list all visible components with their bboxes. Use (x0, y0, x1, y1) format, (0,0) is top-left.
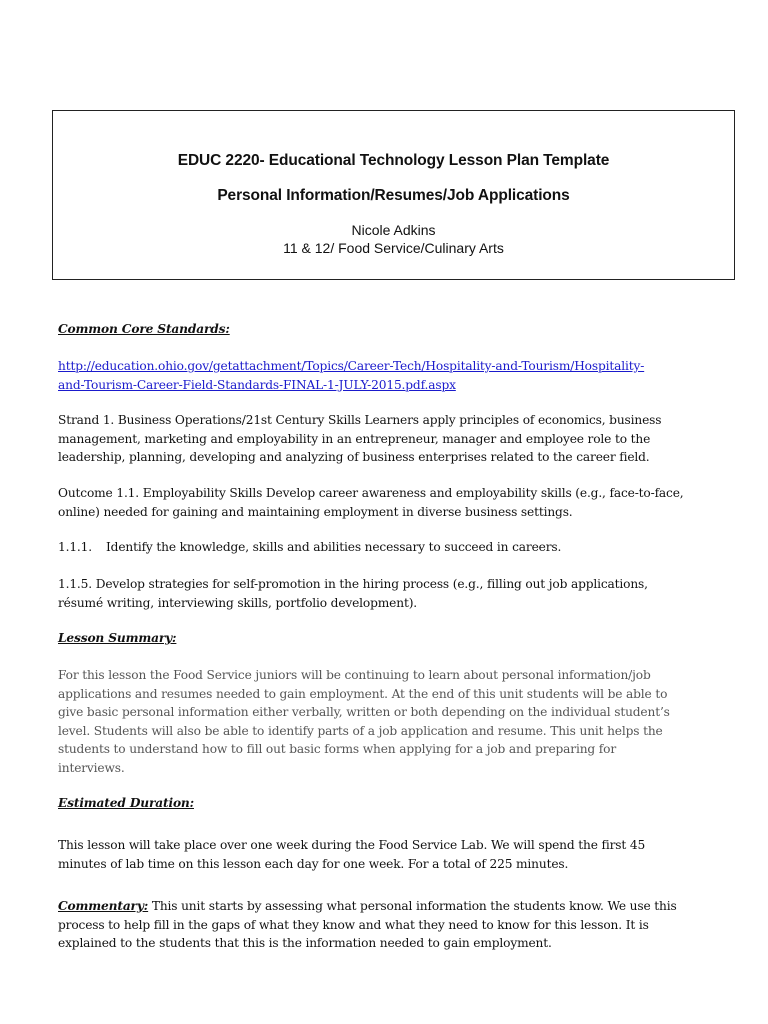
summary-line: level. Students will also be able to identify parts of a job application and resume. This unit helps the (58, 723, 663, 738)
outcome-line: Outcome 1.1. Employability Skills Develop career awareness and employability skills (e.g., face-to-face, (58, 486, 684, 500)
strand-line: leadership, planning, developing and analyzing of business enterprises related to the career field. (58, 450, 650, 464)
duration-section (58, 794, 718, 813)
author-name: Nicole Adkins (351, 222, 436, 238)
standards-link[interactable] (58, 357, 718, 394)
item-1-1-1 (58, 538, 718, 557)
lesson-summary-paragraph (58, 666, 718, 777)
duration-heading: Estimated Duration: (58, 796, 194, 810)
summary-line: give basic personal information either verbally, written or both depending on the individual student’s (58, 705, 670, 719)
commentary-line: process to help fill in the gaps of what they know and what they need to know for this lesson. It is (58, 917, 649, 932)
duration-line: minutes of lab time on this lesson each day for one week. For a total of 225 minutes. (58, 856, 569, 871)
commentary-line: This unit starts by assessing what personal information the students know. We use this (148, 899, 677, 913)
item-1-1-5 (58, 575, 718, 612)
lesson-summary-section (58, 629, 718, 648)
commentary-paragraph (58, 897, 718, 953)
summary-line: applications and resumes needed to gain employment. At the end of this unit students will be able to (58, 686, 668, 701)
item-line: 1.1.5. Develop strategies for self-promotion in the hiring process (e.g., filling out job applications, (58, 577, 648, 591)
summary-line: interviews. (58, 760, 125, 775)
outcome-line: online) needed for gaining and maintaining employment in diverse business settings. (58, 504, 573, 519)
item-text: Identify the knowledge, skills and abilities necessary to succeed in careers. (106, 540, 562, 554)
outcome-paragraph (58, 484, 718, 521)
duration-paragraph (58, 836, 718, 873)
standards-heading: Common Core Standards: (58, 322, 230, 336)
course-title: EDUC 2220- Educational Technology Lesson Plan Template (177, 152, 610, 169)
standards-section (58, 320, 718, 339)
strand-line: management, marketing and employability in an entrepreneur, manager and employee role to the (58, 431, 651, 446)
duration-line: This lesson will take place over one week during the Food Service Lab. We will spend the first 45 (58, 838, 646, 852)
summary-line: For this lesson the Food Service juniors will be continuing to learn about personal information/job (58, 668, 651, 682)
strand-paragraph (58, 411, 718, 467)
strand-line: Strand 1. Business Operations/21st Century Skills Learners apply principles of economics, business (58, 413, 662, 427)
item-number: 1.1.1. (58, 540, 92, 554)
commentary-line: explained to the students that this is the information needed to gain employment. (58, 936, 552, 950)
lesson-summary-heading: Lesson Summary: (58, 631, 177, 645)
standards-link-line1[interactable]: http://education.ohio.gov/getattachment/Topics/Career-Tech/Hospitality-and-Tourism/Hospitality- (58, 359, 645, 373)
lesson-topic: Personal Information/Resumes/Job Applications (217, 187, 570, 204)
class-info: 11 & 12/ Food Service/Culinary Arts (283, 240, 504, 256)
summary-line: students to understand how to fill out basic forms when applying for a job and preparing for (58, 742, 616, 756)
item-line: résumé writing, interviewing skills, portfolio development). (58, 595, 418, 610)
standards-link-line2[interactable]: and-Tourism-Career-Field-Standards-FINAL-1-JULY-2015.pdf.aspx (58, 377, 456, 392)
title-box (52, 110, 735, 280)
commentary-heading: Commentary: (58, 899, 149, 913)
